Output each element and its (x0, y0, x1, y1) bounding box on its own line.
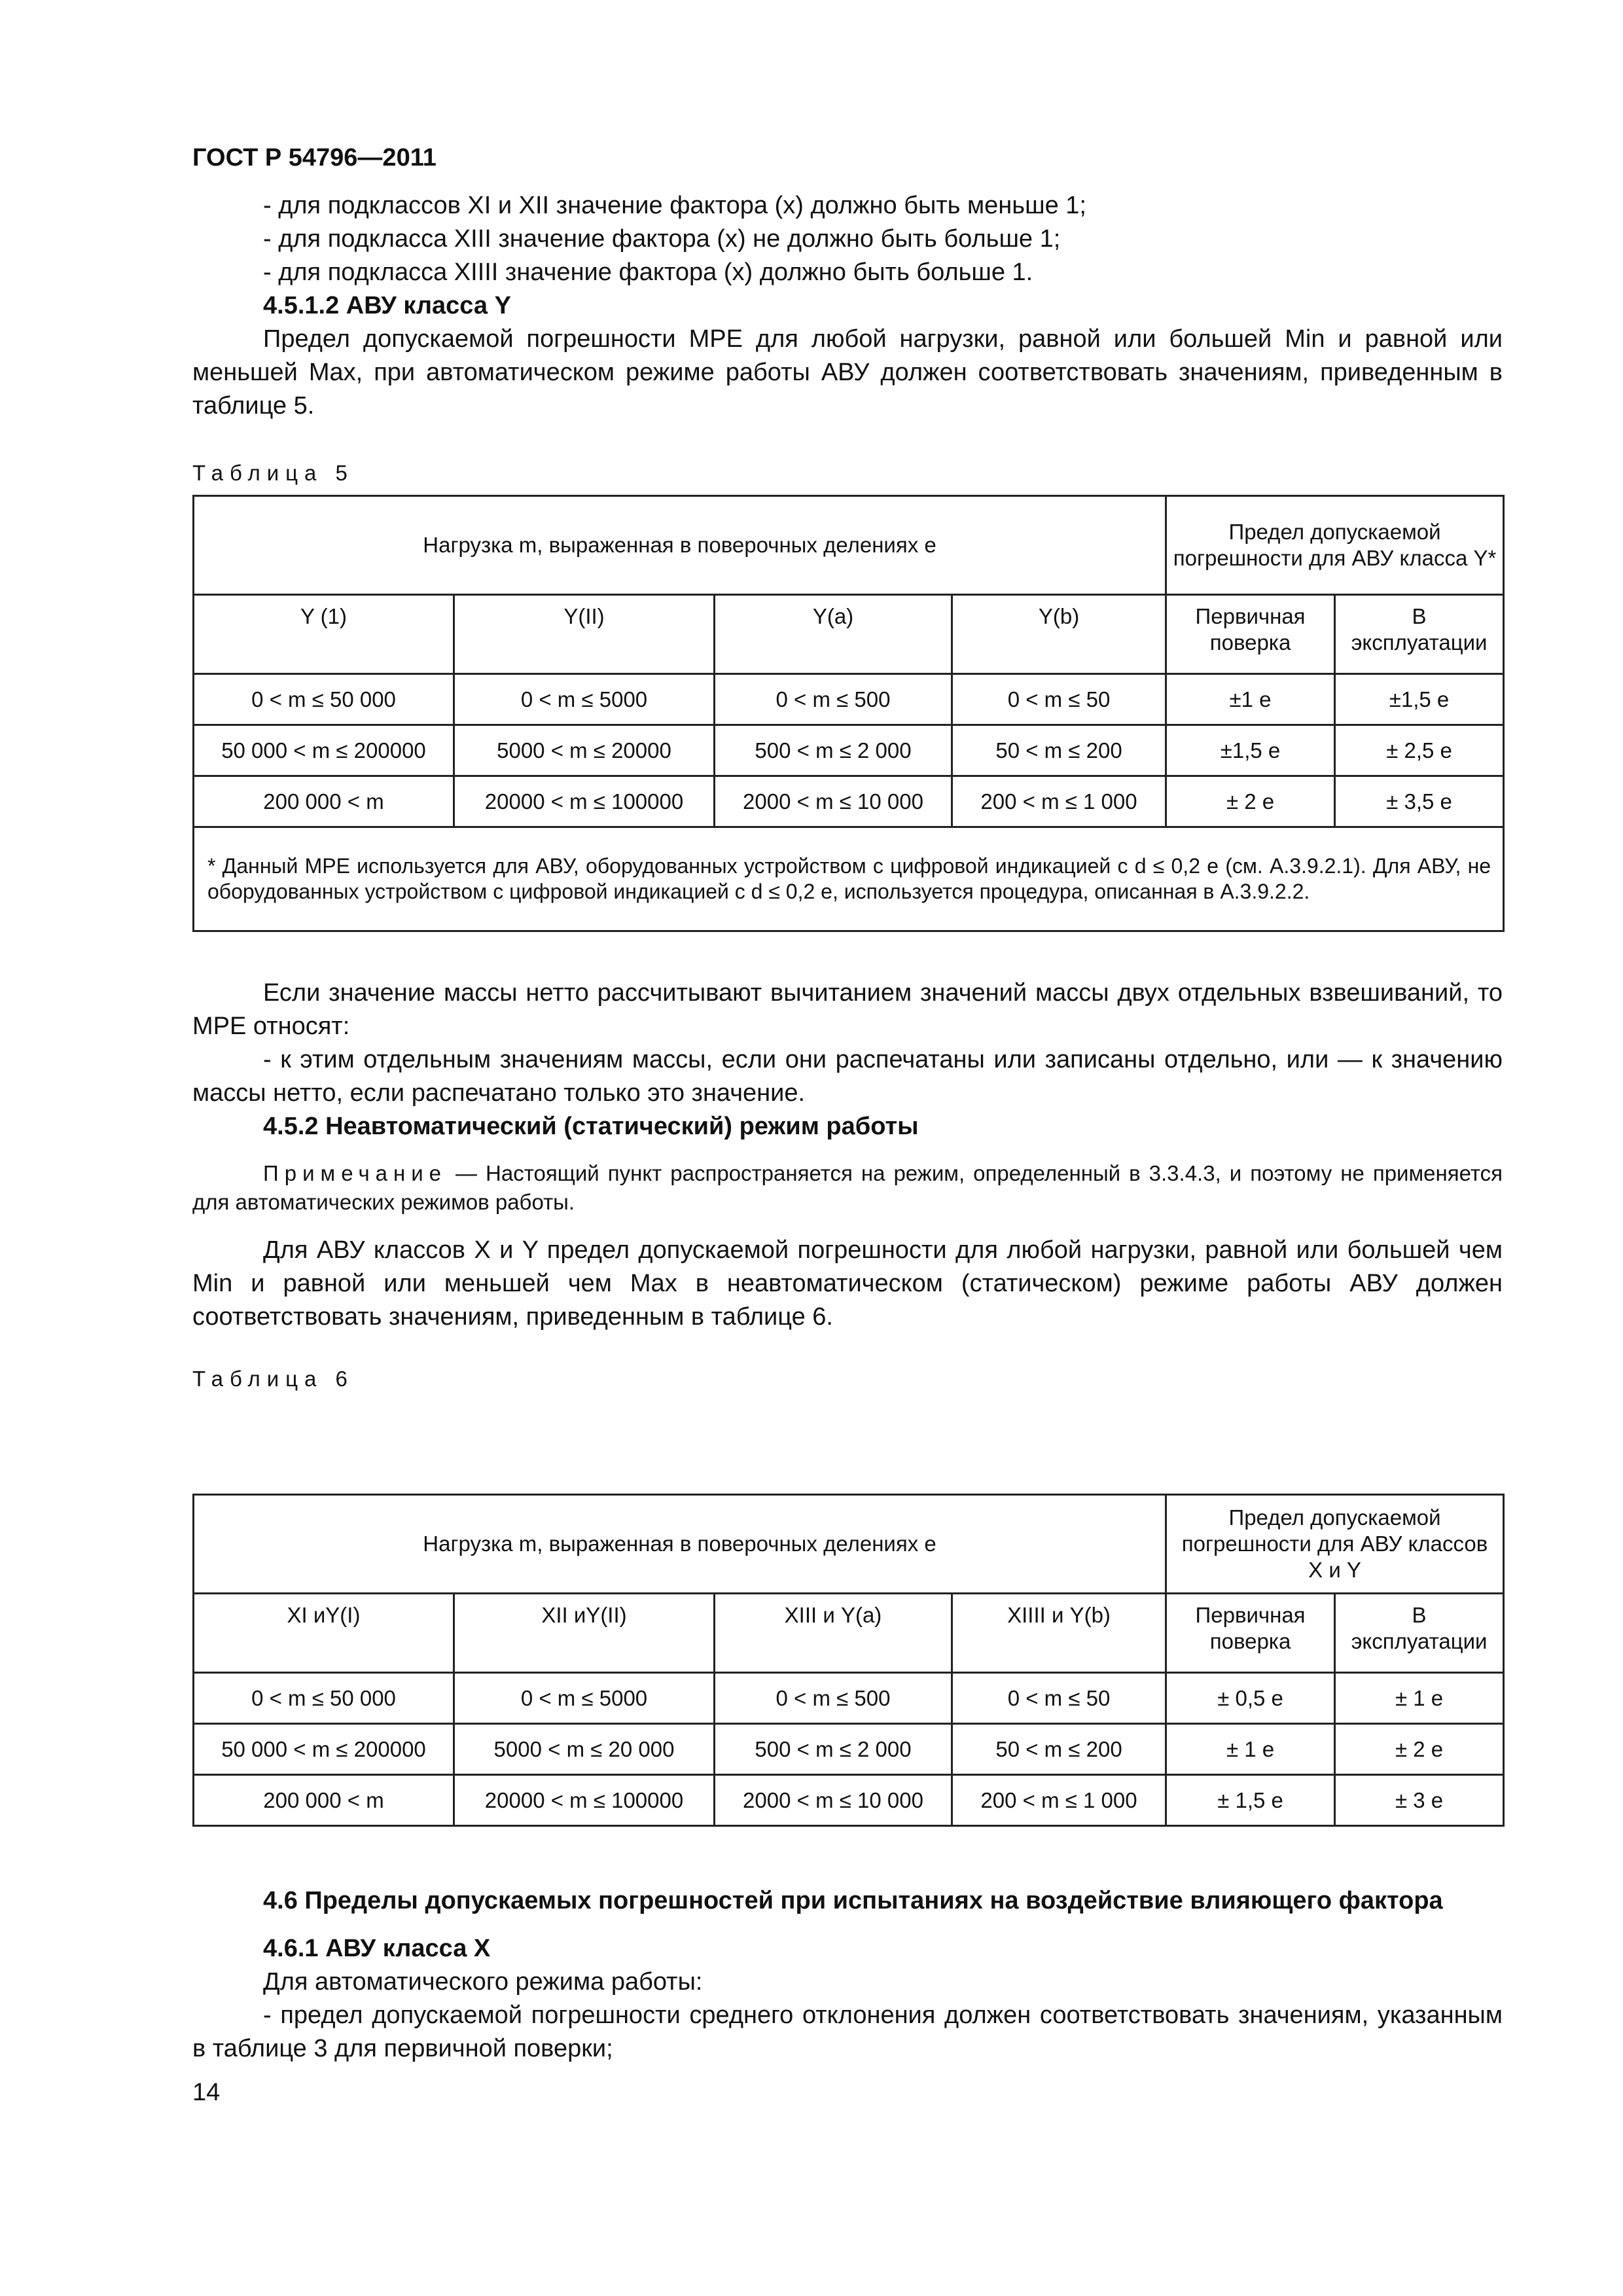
table5-footnote: * Данный МРЕ используется для АВУ, оборудованных устройством с цифровой индикацией с d ≤ 0,2 e (см. А.3.9.2.1). Для АВУ, не оборудованных устройством с цифровой индикацией с d ≤ 0,2 e, используется процедура, описанная в А.3.9.2.2. (194, 827, 1504, 931)
table-cell: 20000 < m ≤ 100000 (454, 1775, 715, 1826)
table-cell: 200 000 < m (194, 776, 454, 827)
table6-mpe-header: Предел допускаемой погрешности для АВУ классов X и Y (1166, 1495, 1504, 1594)
table-cell: 50 000 < m ≤ 200000 (194, 725, 454, 776)
table-cell: ± 1 e (1335, 1673, 1504, 1724)
paragraph-461a: Для автоматического режима работы: (263, 1968, 703, 1996)
table-cell: 50 < m ≤ 200 (952, 1724, 1166, 1775)
table-row (194, 725, 1504, 776)
table-cell: 0 < m ≤ 50 (952, 674, 1166, 725)
table5-load-header: Нагрузка m, выраженная в поверочных делениях e (194, 496, 1166, 595)
table-row (194, 1775, 1504, 1826)
table-cell: ±1,5 e (1166, 725, 1335, 776)
note-text: — Настоящий пункт распространяется на режим, определенный в 3.3.4.3, и поэтому не применяется для автоматических режимов работы. (192, 1161, 1503, 1214)
table5 (192, 495, 1505, 932)
table5-caption: Таблица 5 (192, 461, 354, 485)
table-cell: 50 000 < m ≤ 200000 (194, 1724, 454, 1775)
table-cell: 20000 < m ≤ 100000 (454, 776, 715, 827)
section-heading-452: 4.5.2 Неавтоматический (статический) режим работы (263, 1113, 919, 1140)
table-cell: ± 2 e (1166, 776, 1335, 827)
section-heading-461: 4.6.1 АВУ класса X (263, 1935, 491, 1962)
table-row (194, 1724, 1504, 1775)
table6-subheader: XIIII и Y(b) (952, 1594, 1166, 1673)
table-cell: ±1,5 e (1335, 674, 1504, 725)
table6-subheader: XIII и Y(a) (715, 1594, 952, 1673)
table-cell: 500 < m ≤ 2 000 (715, 725, 952, 776)
table-cell: ± 2,5 e (1335, 725, 1504, 776)
table6-subheader: Первичная поверка (1166, 1594, 1335, 1673)
table-cell: ± 1,5 e (1166, 1775, 1335, 1826)
table-cell: 0 < m ≤ 50 000 (194, 1673, 454, 1724)
page-number: 14 (192, 2079, 221, 2106)
table-cell: ± 0,5 e (1166, 1673, 1335, 1724)
table6-caption: Таблица 6 (192, 1367, 354, 1391)
list-item: - для подкласса XIIII значение фактора (x) должно быть больше 1. (263, 259, 1033, 286)
table-cell: 500 < m ≤ 2 000 (715, 1724, 952, 1775)
table-cell: 0 < m ≤ 5000 (454, 674, 715, 725)
table6-load-header: Нагрузка m, выраженная в поверочных делениях e (194, 1495, 1166, 1594)
table5-subheader: Y(a) (715, 595, 952, 674)
paragraph-netto: Если значение массы нетто рассчитывают вычитанием значений массы двух отдельных взвешиваний, то МРЕ относят: (192, 979, 1503, 1040)
section-heading-4512: 4.5.1.2 АВУ класса Y (263, 292, 511, 319)
list-item: - предел допускаемой погрешности среднего отклонения должен соответствовать значениям, указанным в таблице 3 для первичной поверки; (192, 2001, 1503, 2062)
document-page (192, 144, 1503, 2107)
table-cell: 0 < m ≤ 500 (715, 1673, 952, 1724)
table-row (194, 776, 1504, 827)
paragraph-452: Для АВУ классов X и Y предел допускаемой погрешности для любой нагрузки, равной или большей чем Min и равной или меньшей чем Max в неавтоматическом (статическом) режиме работы АВУ должен соответствовать значениям, приведенным в таблице 6. (192, 1236, 1503, 1331)
table6-subheader: XII иY(II) (454, 1594, 715, 1673)
table5-subheader: Первичная поверка (1166, 595, 1335, 674)
table-cell: 200 000 < m (194, 1775, 454, 1826)
table-cell: ± 1 e (1166, 1724, 1335, 1775)
table-cell: ±1 e (1166, 674, 1335, 725)
list-item: - для подкласса XIII значение фактора (x) не должно быть больше 1; (263, 225, 1061, 253)
table-cell: 5000 < m ≤ 20 000 (454, 1724, 715, 1775)
section-heading-46: 4.6 Пределы допускаемых погрешностей при испытаниях на воздействие влияющего фактора (263, 1887, 1443, 1914)
table5-subheader: Y(b) (952, 595, 1166, 674)
table6 (192, 1494, 1505, 1827)
note-lead: Примечание (263, 1161, 448, 1185)
table-row (194, 1673, 1504, 1724)
table5-subheader: В эксплуатации (1335, 595, 1504, 674)
table-cell: 0 < m ≤ 5000 (454, 1673, 715, 1724)
table-cell: 50 < m ≤ 200 (952, 725, 1166, 776)
paragraph-4512: Предел допускаемой погрешности МРЕ для любой нагрузки, равной или большей Min и равной или меньшей Max, при автоматическом режиме работы АВУ должен соответствовать значениям, приведенным в таблице 5. (192, 325, 1503, 420)
note (192, 1159, 1503, 1217)
table-row (194, 674, 1504, 725)
table-cell: 200 < m ≤ 1 000 (952, 1775, 1166, 1826)
table-cell: 0 < m ≤ 50 (952, 1673, 1166, 1724)
table5-subheader: Y(II) (454, 595, 715, 674)
table-cell: 0 < m ≤ 500 (715, 674, 952, 725)
table-cell: 200 < m ≤ 1 000 (952, 776, 1166, 827)
table-cell: ± 3 e (1335, 1775, 1504, 1826)
list-item: - к этим отдельным значениям массы, если они распечатаны или записаны отдельно, или — к значению массы нетто, если распечатано только это значение. (192, 1046, 1503, 1107)
table-cell: 5000 < m ≤ 20000 (454, 725, 715, 776)
table-cell: 2000 < m ≤ 10 000 (715, 1775, 952, 1826)
table-cell: ± 2 e (1335, 1724, 1504, 1775)
table5-mpe-header: Предел допускаемой погрешности для АВУ класса Y* (1166, 496, 1504, 595)
table-cell: ± 3,5 e (1335, 776, 1504, 827)
table-cell: 2000 < m ≤ 10 000 (715, 776, 952, 827)
list-item: - для подклассов XI и XII значение фактора (x) должно быть меньше 1; (263, 192, 1086, 219)
document-header: ГОСТ Р 54796—2011 (192, 144, 437, 171)
table5-subheader: Y (1) (194, 595, 454, 674)
table6-subheader: XI иY(I) (194, 1594, 454, 1673)
table-cell: 0 < m ≤ 50 000 (194, 674, 454, 725)
table6-subheader: В эксплуатации (1335, 1594, 1504, 1673)
